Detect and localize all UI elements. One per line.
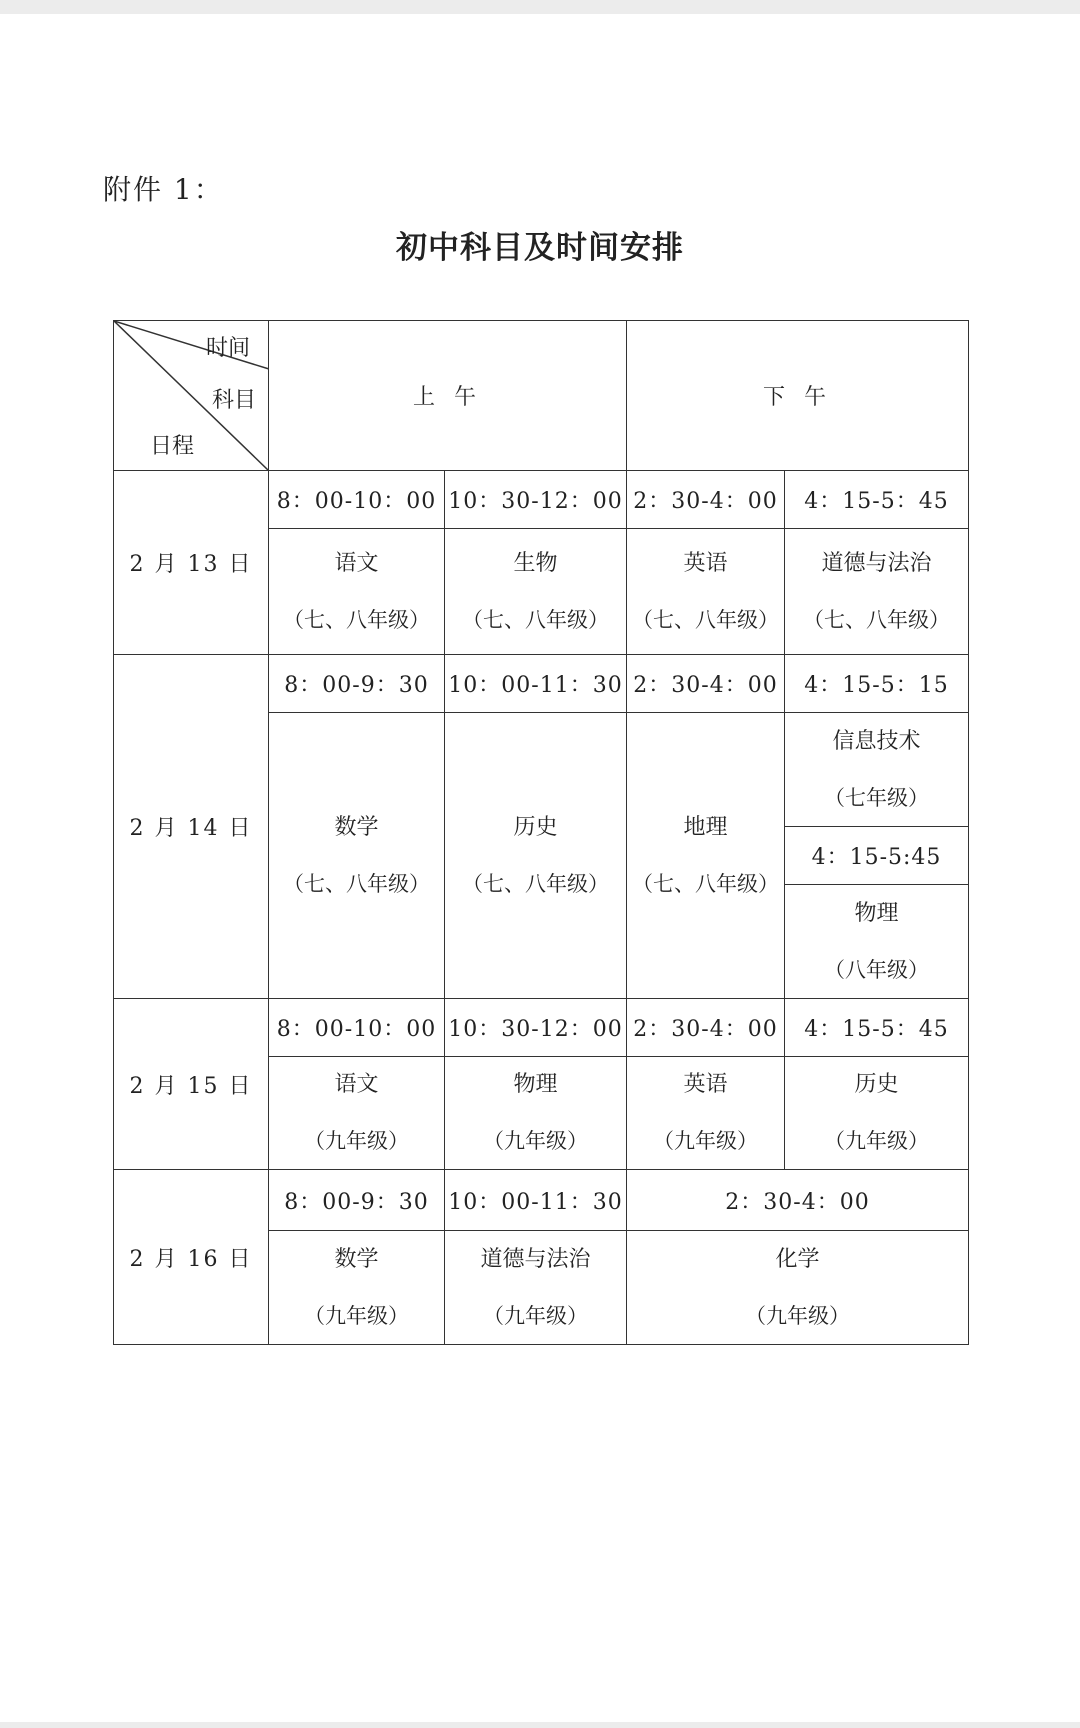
subject-cell <box>445 713 627 999</box>
date-cell: 2 月 16 日 <box>114 1170 269 1345</box>
subject-name: 道德与法治 <box>480 1246 591 1272</box>
subject-name: 生物 <box>513 550 558 576</box>
subject-grade: （七、八年级） <box>632 607 779 632</box>
time-cell: 8：00-9：30 <box>269 1170 445 1231</box>
subject-name: 语文 <box>334 550 379 576</box>
header-row <box>114 321 969 471</box>
subject-grade: （九年级） <box>483 1303 588 1328</box>
time-cell: 2：30-4：00 <box>627 1170 969 1231</box>
subject-cell <box>269 1231 445 1345</box>
subject-name: 地理 <box>683 814 728 840</box>
document-title: 初中科目及时间安排 <box>396 230 684 266</box>
subject-grade: （九年级） <box>483 1129 588 1153</box>
subject-grade: （八年级） <box>824 957 929 982</box>
subject-grade: （九年级） <box>304 1303 409 1328</box>
date-cell: 2 月 15 日 <box>114 999 269 1170</box>
subject-grade: （七年级） <box>824 785 929 810</box>
subject-cell <box>269 1057 445 1170</box>
subject-cell <box>627 1231 969 1345</box>
time-cell: 4：15-5：45 <box>785 999 969 1057</box>
time-cell: 4：15-5：45 <box>785 471 969 529</box>
subject-grade: （七、八年级） <box>283 607 430 632</box>
subject-name: 化学 <box>775 1246 820 1272</box>
diagonal-header-cell <box>114 321 269 471</box>
time-cell: 8：00-10：00 <box>269 999 445 1057</box>
time-cell: 10：00-11：30 <box>445 655 627 713</box>
time-cell: 4：15-5:45 <box>785 827 969 885</box>
subject-name: 物理 <box>513 1072 558 1097</box>
subject-grade: （九年级） <box>653 1129 758 1153</box>
subject-grade: （九年级） <box>745 1303 850 1328</box>
table-row <box>114 471 969 529</box>
subject-name: 信息技术 <box>832 728 921 754</box>
time-cell: 10：00-11：30 <box>445 1170 627 1231</box>
subject-name: 历史 <box>854 1072 899 1097</box>
subject-grade: （七、八年级） <box>283 871 430 896</box>
afternoon-header: 下 午 <box>627 321 969 471</box>
header-schedule-label: 日程 <box>150 434 195 459</box>
subject-cell <box>445 529 627 655</box>
table-row <box>114 999 969 1057</box>
subject-grade: （七、八年级） <box>632 871 779 896</box>
subject-cell <box>445 1231 627 1345</box>
time-cell: 2：30-4：00 <box>627 655 785 713</box>
time-cell: 2：30-4：00 <box>627 999 785 1057</box>
subject-cell <box>627 529 785 655</box>
subject-name: 英语 <box>683 550 728 576</box>
header-subject-label: 科目 <box>211 388 256 413</box>
subject-name: 物理 <box>854 900 899 926</box>
table-row <box>114 1170 969 1231</box>
time-cell: 10：30-12：00 <box>445 471 627 529</box>
subject-name: 历史 <box>513 814 558 840</box>
subject-name: 语文 <box>334 1072 379 1097</box>
subject-cell <box>785 1057 969 1170</box>
time-cell: 10：30-12：00 <box>445 999 627 1057</box>
time-cell: 8：00-9：30 <box>269 655 445 713</box>
bottom-edge-bar <box>0 1722 1080 1728</box>
morning-header: 上 午 <box>269 321 627 471</box>
subject-grade: （七、八年级） <box>462 871 609 896</box>
subject-cell <box>269 529 445 655</box>
header-time-label: 时间 <box>205 336 250 361</box>
subject-cell <box>269 713 445 999</box>
subject-cell <box>785 529 969 655</box>
time-cell: 2：30-4：00 <box>627 471 785 529</box>
date-cell: 2 月 14 日 <box>114 655 269 999</box>
time-cell: 4：15-5：15 <box>785 655 969 713</box>
subject-cell <box>785 885 969 999</box>
date-cell: 2 月 13 日 <box>114 471 269 655</box>
time-cell: 8：00-10：00 <box>269 471 445 529</box>
subject-grade: （九年级） <box>304 1129 409 1153</box>
table-row <box>114 655 969 713</box>
subject-name: 道德与法治 <box>821 550 932 576</box>
subject-grade: （九年级） <box>824 1129 929 1153</box>
subject-name: 数学 <box>334 814 379 840</box>
subject-cell <box>627 1057 785 1170</box>
top-edge-bar <box>0 0 1080 14</box>
subject-grade: （七、八年级） <box>462 607 609 632</box>
subject-grade: （七、八年级） <box>803 607 950 632</box>
subject-cell <box>627 713 785 999</box>
subject-cell <box>785 713 969 827</box>
subject-name: 英语 <box>683 1072 728 1097</box>
schedule-table <box>113 320 969 1345</box>
subject-name: 数学 <box>334 1246 379 1272</box>
subject-cell <box>445 1057 627 1170</box>
attachment-label: 附件 1： <box>103 173 224 206</box>
